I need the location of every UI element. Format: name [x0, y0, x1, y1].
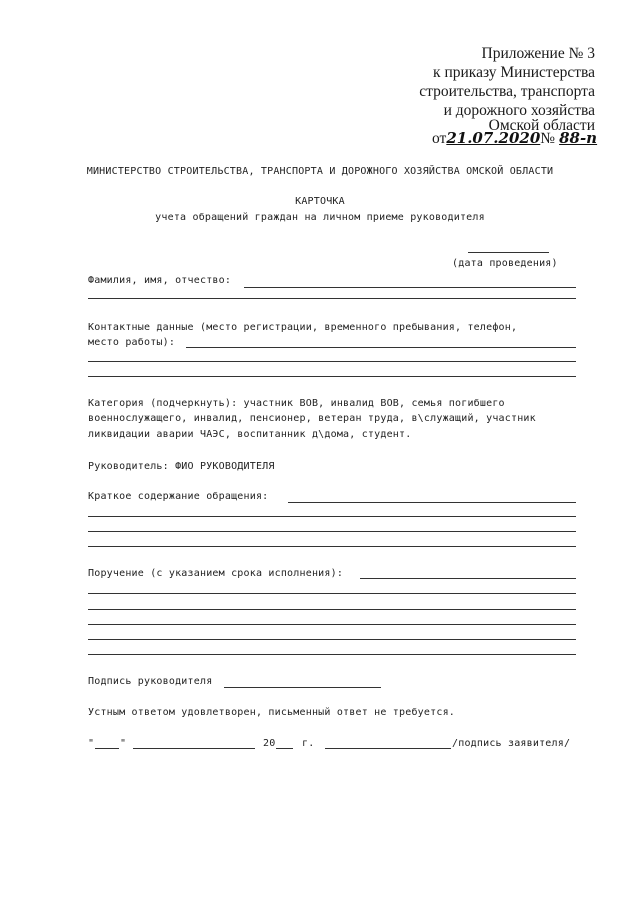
order-line: [360, 578, 576, 579]
year-line: [276, 748, 293, 749]
quote-open: ": [88, 738, 95, 749]
quote-close: ": [120, 738, 127, 749]
year-prefix: 20: [263, 738, 276, 749]
appendix-region-line: Омской области: [488, 117, 595, 134]
order-line-6: [88, 654, 576, 655]
summary-label: Краткое содержание обращения:: [88, 491, 269, 502]
summary-line-4: [88, 546, 576, 547]
appendix-title: Приложение № 3: [481, 45, 595, 62]
order-line-5: [88, 639, 576, 640]
year-suffix: г.: [302, 738, 315, 749]
day-line: [95, 748, 119, 749]
head-label: Руководитель: ФИО РУКОВОДИТЕЛЯ: [88, 461, 275, 472]
handwritten-date: 21.07.2020: [446, 129, 541, 147]
category-line-1: Категория (подчеркнуть): участник ВОВ, инвалид ВОВ, семья погибшего: [88, 398, 505, 409]
oral-answer-text: Устным ответом удовлетворен, письменный ответ не требуется.: [88, 707, 456, 718]
contacts-label-2: место работы):: [88, 337, 176, 348]
date-line: [468, 252, 549, 253]
card-title: КАРТОЧКА: [295, 196, 345, 207]
fio-line: [244, 287, 576, 288]
order-line-2: [88, 593, 576, 594]
contacts-line: [186, 347, 576, 348]
ministry-name: МИНИСТЕРСТВО СТРОИТЕЛЬСТВА, ТРАНСПОРТА И ДОРОЖНОГО ХОЗЯЙСТВА ОМСКОЙ ОБЛАСТИ: [86, 166, 554, 177]
order-date-number: [432, 129, 597, 151]
summary-line-3: [88, 531, 576, 532]
applicant-signature-line: [325, 748, 451, 749]
order-line-3: [88, 609, 576, 610]
handwritten-number: 88-п: [559, 129, 598, 147]
order-line-4: [88, 624, 576, 625]
card-subtitle: учета обращений граждан на личном приеме руководителя: [155, 212, 485, 223]
summary-line-2: [88, 516, 576, 517]
date-caption: (дата проведения): [452, 258, 558, 269]
fio-label: Фамилия, имя, отчество:: [88, 275, 232, 286]
category-line-3: ликвидации аварии ЧАЭС, воспитанник д\дома, студент.: [88, 429, 412, 440]
head-signature-label: Подпись руководителя: [88, 676, 213, 687]
summary-line: [288, 502, 576, 503]
contacts-label: Контактные данные (место регистрации, временного пребывания, телефон,: [88, 322, 518, 333]
month-line: [133, 748, 255, 749]
appendix-order-line: к приказу Министерства: [433, 64, 595, 81]
category-line-2: военнослужащего, инвалид, пенсионер, ветеран труда, в\служащий, участник: [88, 413, 536, 424]
number-prefix: №: [540, 130, 556, 147]
applicant-signature-label: /подпись заявителя/: [452, 738, 571, 749]
contacts-line-2: [88, 361, 576, 362]
fio-line-2: [88, 298, 576, 299]
contacts-line-3: [88, 376, 576, 377]
order-label: Поручение (с указанием срока исполнения):: [88, 568, 344, 579]
head-signature-line: [224, 687, 381, 688]
appendix-ministry-line: строительства, транспорта: [419, 83, 595, 100]
appendix-ministry-line-2: и дорожного хозяйства: [443, 102, 595, 119]
from-prefix: от: [432, 130, 447, 147]
